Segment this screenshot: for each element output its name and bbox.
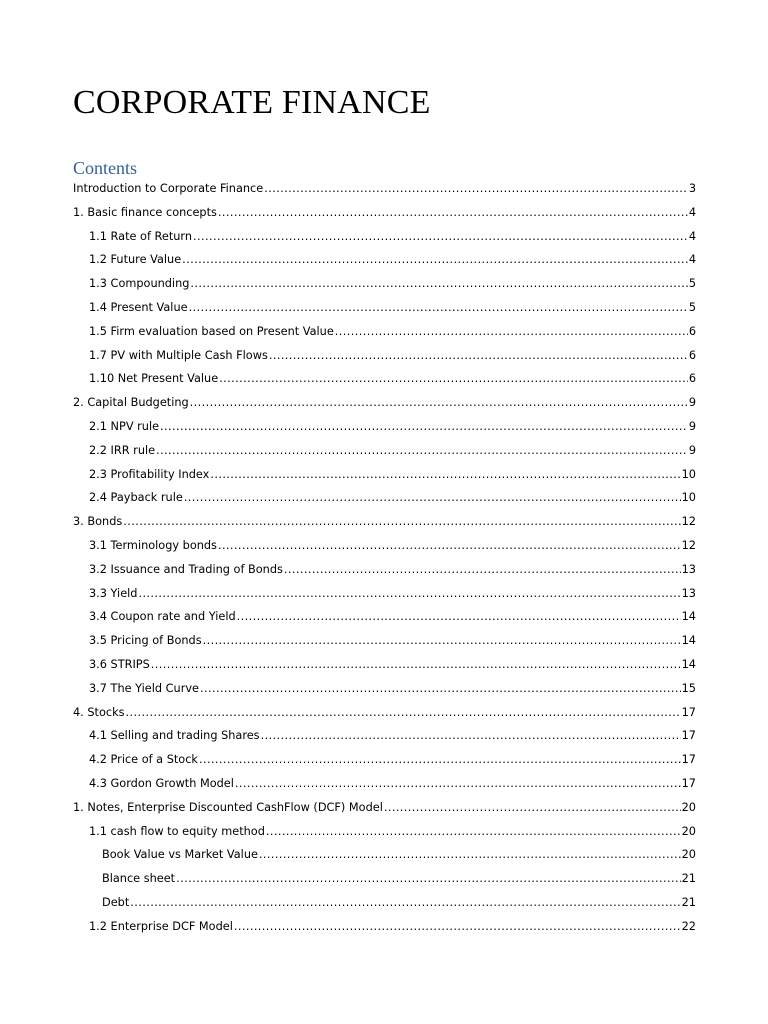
toc-entry[interactable] (73, 705, 696, 729)
toc-dot-leader (123, 514, 680, 530)
toc-dot-leader (261, 728, 681, 744)
toc-entry-label: 4. Stocks (73, 705, 125, 719)
toc-entry[interactable] (73, 514, 696, 538)
toc-entry-page-number: 4 (688, 229, 696, 243)
toc-dot-leader (189, 300, 688, 316)
toc-dot-leader (151, 657, 681, 673)
toc-entry-label: Blance sheet (102, 872, 176, 886)
toc-entry-label: 4.2 Price of a Stock (89, 753, 198, 767)
toc-entry-label: 3. Bonds (73, 515, 123, 529)
toc-entry-page-number: 17 (681, 729, 696, 743)
toc-entry-label: 1. Basic finance concepts (73, 205, 217, 219)
toc-entry-page-number: 21 (681, 895, 696, 909)
toc-entry-label: 2. Capital Budgeting (73, 396, 189, 410)
toc-entry-label: 1.1 cash flow to equity method (89, 824, 265, 838)
toc-dot-leader (218, 538, 681, 554)
toc-entry[interactable] (73, 895, 696, 919)
toc-entry-label: 1.7 PV with Multiple Cash Flows (89, 348, 268, 362)
toc-entry-page-number: 12 (681, 515, 696, 529)
toc-entry-page-number: 14 (681, 610, 696, 624)
toc-entry[interactable] (73, 633, 696, 657)
toc-entry-page-number: 13 (681, 562, 696, 576)
toc-entry[interactable] (73, 847, 696, 871)
toc-dot-leader (235, 776, 681, 792)
toc-dot-leader (160, 419, 688, 435)
toc-entry-page-number: 6 (688, 372, 696, 386)
toc-dot-leader (190, 395, 688, 411)
toc-entry[interactable] (73, 824, 696, 848)
toc-entry-page-number: 14 (681, 657, 696, 671)
toc-entry-page-number: 10 (681, 491, 696, 505)
toc-entry-label: 3.4 Coupon rate and Yield (89, 610, 236, 624)
toc-dot-leader (219, 371, 688, 387)
toc-dot-leader (218, 205, 688, 221)
toc-dot-leader (269, 348, 688, 364)
toc-entry-label: Book Value vs Market Value (102, 848, 258, 862)
toc-entry[interactable] (73, 252, 696, 276)
toc-dot-leader (210, 467, 680, 483)
toc-dot-leader (190, 276, 687, 292)
toc-dot-leader (203, 633, 681, 649)
toc-entry-page-number: 15 (681, 681, 696, 695)
toc-entry-page-number: 13 (681, 586, 696, 600)
toc-entry-label: 3.5 Pricing of Bonds (89, 634, 202, 648)
toc-entry-page-number: 9 (688, 419, 696, 433)
toc-entry[interactable] (73, 800, 696, 824)
toc-entry-label: 2.3 Profitability Index (89, 467, 210, 481)
toc-entry-label: 1.2 Enterprise DCF Model (89, 919, 233, 933)
toc-entry-label: 1.4 Present Value (89, 300, 188, 314)
toc-entry[interactable] (73, 467, 696, 491)
toc-entry[interactable] (73, 490, 696, 514)
toc-entry[interactable] (73, 609, 696, 633)
toc-entry[interactable] (73, 348, 696, 372)
toc-entry[interactable] (73, 776, 696, 800)
toc-entry-page-number: 5 (688, 277, 696, 291)
toc-entry-page-number: 20 (681, 848, 696, 862)
toc-entry-label: 4.1 Selling and trading Shares (89, 729, 260, 743)
toc-dot-leader (335, 324, 688, 340)
toc-entry-page-number: 9 (688, 443, 696, 457)
toc-dot-leader (284, 562, 681, 578)
toc-entry-page-number: 21 (681, 872, 696, 886)
toc-entry-label: 3.7 The Yield Curve (89, 681, 199, 695)
toc-entry[interactable] (73, 324, 696, 348)
toc-entry-label: 1.1 Rate of Return (89, 229, 193, 243)
toc-entry-label: Debt (102, 895, 130, 909)
toc-entry[interactable] (73, 657, 696, 681)
toc-entry[interactable] (73, 681, 696, 705)
toc-dot-leader (266, 824, 681, 840)
toc-entry-page-number: 22 (681, 919, 696, 933)
toc-entry-label: 3.6 STRIPS (89, 657, 150, 671)
toc-entry-page-number: 6 (688, 348, 696, 362)
toc-dot-leader (264, 181, 688, 197)
toc-dot-leader (176, 871, 681, 887)
toc-dot-leader (259, 847, 681, 863)
toc-entry-label: 1. Notes, Enterprise Discounted CashFlow (DCF) Model (73, 800, 383, 814)
toc-entry-label: 3.3 Yield (89, 586, 138, 600)
toc-entry-page-number: 5 (688, 300, 696, 314)
toc-entry[interactable] (73, 205, 696, 229)
toc-entry-page-number: 9 (688, 396, 696, 410)
toc-entry[interactable] (73, 562, 696, 586)
toc-entry-page-number: 17 (681, 753, 696, 767)
toc-entry[interactable] (73, 371, 696, 395)
toc-dot-leader (199, 752, 681, 768)
toc-entry-label: 4.3 Gordon Growth Model (89, 776, 234, 790)
toc-dot-leader (184, 490, 681, 506)
toc-entry-page-number: 3 (688, 182, 696, 195)
toc-dot-leader (138, 586, 680, 602)
toc-entry[interactable] (73, 419, 696, 443)
toc-dot-leader (384, 800, 681, 816)
toc-entry-page-number: 10 (681, 467, 696, 481)
document-title: CORPORATE FINANCE (73, 84, 431, 121)
toc-dot-leader (130, 895, 680, 911)
toc-entry-page-number: 20 (681, 800, 696, 814)
toc-entry[interactable] (73, 919, 696, 943)
contents-heading: Contents (73, 158, 138, 178)
toc-entry-page-number: 17 (681, 776, 696, 790)
toc-entry-page-number: 14 (681, 634, 696, 648)
toc-entry-label: 3.2 Issuance and Trading of Bonds (89, 562, 283, 576)
toc-entry-label: 1.5 Firm evaluation based on Present Value (89, 324, 334, 338)
toc-entry-label: 2.4 Payback rule (89, 491, 183, 505)
toc-entry[interactable] (73, 300, 696, 324)
toc-entry-label: 3.1 Terminology bonds (89, 538, 217, 552)
toc-entry-page-number: 6 (688, 324, 696, 338)
toc-entry-label: Introduction to Corporate Finance (73, 182, 264, 195)
toc-entry[interactable] (73, 871, 696, 895)
toc-entry-page-number: 17 (681, 705, 696, 719)
toc-entry-label: 1.10 Net Present Value (89, 372, 219, 386)
toc-entry-page-number: 20 (681, 824, 696, 838)
toc-dot-leader (126, 705, 681, 721)
toc-entry-page-number: 4 (688, 253, 696, 267)
toc-dot-leader (200, 681, 681, 697)
toc-entry[interactable] (73, 276, 696, 300)
toc-entry[interactable] (73, 181, 696, 205)
toc-entry[interactable] (73, 229, 696, 253)
toc-entry-label: 2.2 IRR rule (89, 443, 156, 457)
toc-entry[interactable] (73, 395, 696, 419)
toc-dot-leader (237, 609, 681, 625)
toc-entry[interactable] (73, 443, 696, 467)
toc-entry[interactable] (73, 728, 696, 752)
toc-dot-leader (193, 229, 688, 245)
toc-entry[interactable] (73, 752, 696, 776)
toc-entry[interactable] (73, 586, 696, 610)
toc-dot-leader (234, 919, 681, 935)
toc-entry-label: 1.3 Compounding (89, 277, 190, 291)
toc-entry-label: 2.1 NPV rule (89, 419, 160, 433)
table-of-contents (73, 181, 696, 943)
toc-entry-label: 1.2 Future Value (89, 253, 182, 267)
toc-entry[interactable] (73, 538, 696, 562)
toc-dot-leader (156, 443, 688, 459)
toc-entry-page-number: 12 (681, 538, 696, 552)
toc-entry-page-number: 4 (688, 205, 696, 219)
toc-dot-leader (182, 252, 688, 268)
